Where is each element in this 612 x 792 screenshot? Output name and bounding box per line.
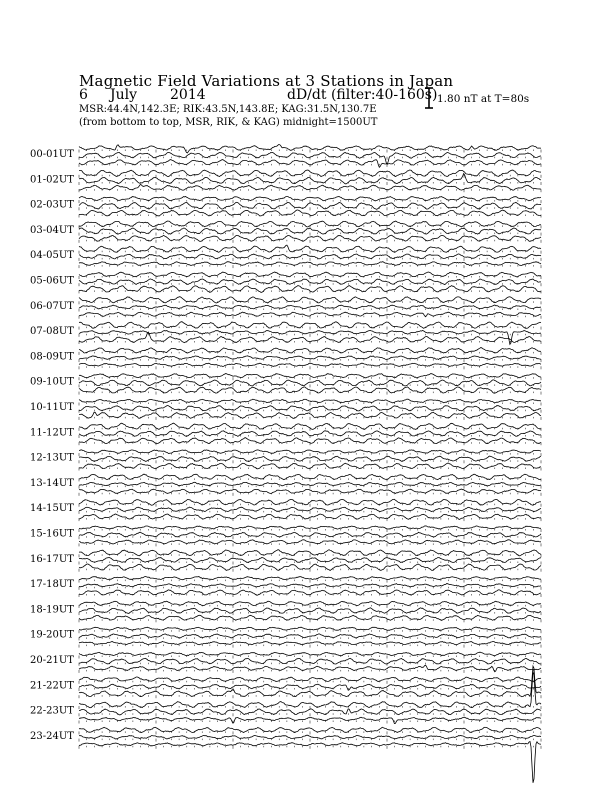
minute-ticks xyxy=(79,569,541,572)
minute-ticks xyxy=(79,695,541,698)
hour-label: 02-03UT xyxy=(30,199,74,211)
trace-kag xyxy=(79,399,541,403)
minute-ticks xyxy=(79,189,541,192)
hour-label: 14-15UT xyxy=(30,503,74,515)
minute-ticks xyxy=(79,721,541,724)
hour-label: 16-17UT xyxy=(30,553,74,565)
hour-label: 10-11UT xyxy=(30,402,74,413)
trace-rik xyxy=(79,305,541,309)
minute-ticks xyxy=(79,403,541,406)
trace-kag xyxy=(79,576,541,579)
minute-ticks xyxy=(79,536,541,539)
minute-ticks xyxy=(79,359,541,362)
component-filter-label: dD/dt (filter:40-160s) xyxy=(287,87,438,103)
hour-label: 03-04UT xyxy=(30,224,74,236)
minute-ticks xyxy=(79,164,541,167)
hour-label: 23-24UT xyxy=(30,730,74,742)
station-order-note: (from bottom to top, MSR, RIK, & KAG) midnight=1500UT xyxy=(79,117,378,128)
minute-ticks xyxy=(79,283,541,286)
minute-ticks xyxy=(79,334,541,337)
minute-ticks xyxy=(79,630,541,633)
hour-label: 00-01UT xyxy=(30,149,74,160)
scale-bar xyxy=(425,88,433,108)
minute-ticks xyxy=(79,352,541,355)
trace-kag xyxy=(79,450,541,454)
minute-ticks xyxy=(79,663,541,666)
trace-msr xyxy=(79,363,541,366)
minute-ticks xyxy=(79,366,541,369)
hour-label: 08-09UT xyxy=(30,351,74,363)
minute-ticks xyxy=(79,619,541,622)
trace-rik xyxy=(79,482,541,486)
date-month: July xyxy=(110,87,138,103)
minute-ticks xyxy=(79,384,541,387)
hour-label: 12-13UT xyxy=(30,452,74,464)
minute-ticks xyxy=(79,518,541,521)
minute-ticks xyxy=(79,587,541,590)
hour-label: 07-08UT xyxy=(30,326,74,338)
hour-label: 17-18UT xyxy=(30,579,74,591)
hour-label: 11-12UT xyxy=(30,427,74,439)
minute-ticks xyxy=(79,656,541,659)
minute-ticks xyxy=(79,150,541,153)
minute-ticks xyxy=(79,580,541,583)
hour-label: 09-10UT xyxy=(30,376,74,388)
minute-ticks xyxy=(79,605,541,608)
date-day: 6 xyxy=(79,87,88,103)
hour-label: 05-06UT xyxy=(30,275,74,287)
trace-rik xyxy=(79,735,541,739)
minute-ticks xyxy=(79,554,541,557)
trace-rik xyxy=(79,584,541,588)
trace-kag xyxy=(79,526,541,529)
minute-ticks xyxy=(79,240,541,243)
hour-label: 20-21UT xyxy=(30,655,74,666)
minute-ticks xyxy=(79,460,541,463)
trace-kag xyxy=(79,652,541,656)
minute-ticks xyxy=(79,543,541,546)
trace-rik xyxy=(79,634,541,638)
date-year: 2014 xyxy=(170,87,206,103)
hour-label: 04-05UT xyxy=(30,250,74,262)
hour-label: 13-14UT xyxy=(30,477,74,489)
hour-label: 22-23UT xyxy=(30,705,74,717)
trace-rik xyxy=(79,356,541,360)
chart-title: Magnetic Field Variations at 3 Stations in Japan xyxy=(79,72,454,90)
minute-ticks xyxy=(79,529,541,532)
minute-ticks xyxy=(79,309,541,312)
trace-msr xyxy=(79,262,541,266)
hour-label: 06-07UT xyxy=(30,300,74,312)
minute-ticks xyxy=(79,486,541,489)
trace-kag xyxy=(79,627,541,630)
hour-label: 19-20UT xyxy=(30,629,74,641)
minute-ticks xyxy=(79,341,541,344)
minute-ticks xyxy=(79,637,541,640)
minute-ticks xyxy=(79,453,541,456)
hour-label: 15-16UT xyxy=(30,528,74,540)
minute-ticks xyxy=(79,739,541,742)
hour-label: 21-22UT xyxy=(30,680,74,692)
minute-ticks xyxy=(79,410,541,413)
hour-label: 18-19UT xyxy=(30,604,74,616)
minute-ticks xyxy=(79,504,541,507)
minute-ticks xyxy=(79,681,541,684)
minute-ticks xyxy=(79,645,541,648)
minute-ticks xyxy=(79,377,541,380)
hour-label: 01-02UT xyxy=(30,174,74,186)
minute-ticks xyxy=(79,511,541,514)
minute-ticks xyxy=(79,468,541,471)
trace-msr xyxy=(79,642,541,645)
minute-ticks xyxy=(79,493,541,496)
scale-bar-label: 1.80 nT at T=80s xyxy=(437,93,530,105)
minute-ticks xyxy=(79,670,541,673)
minute-ticks xyxy=(79,327,541,330)
minute-ticks xyxy=(79,746,541,749)
minute-ticks xyxy=(79,392,541,395)
minute-ticks xyxy=(79,562,541,565)
station-coordinates: MSR:44.4N,142.3E; RIK:43.5N,143.8E; KAG:31.5N,130.7E xyxy=(79,104,377,115)
